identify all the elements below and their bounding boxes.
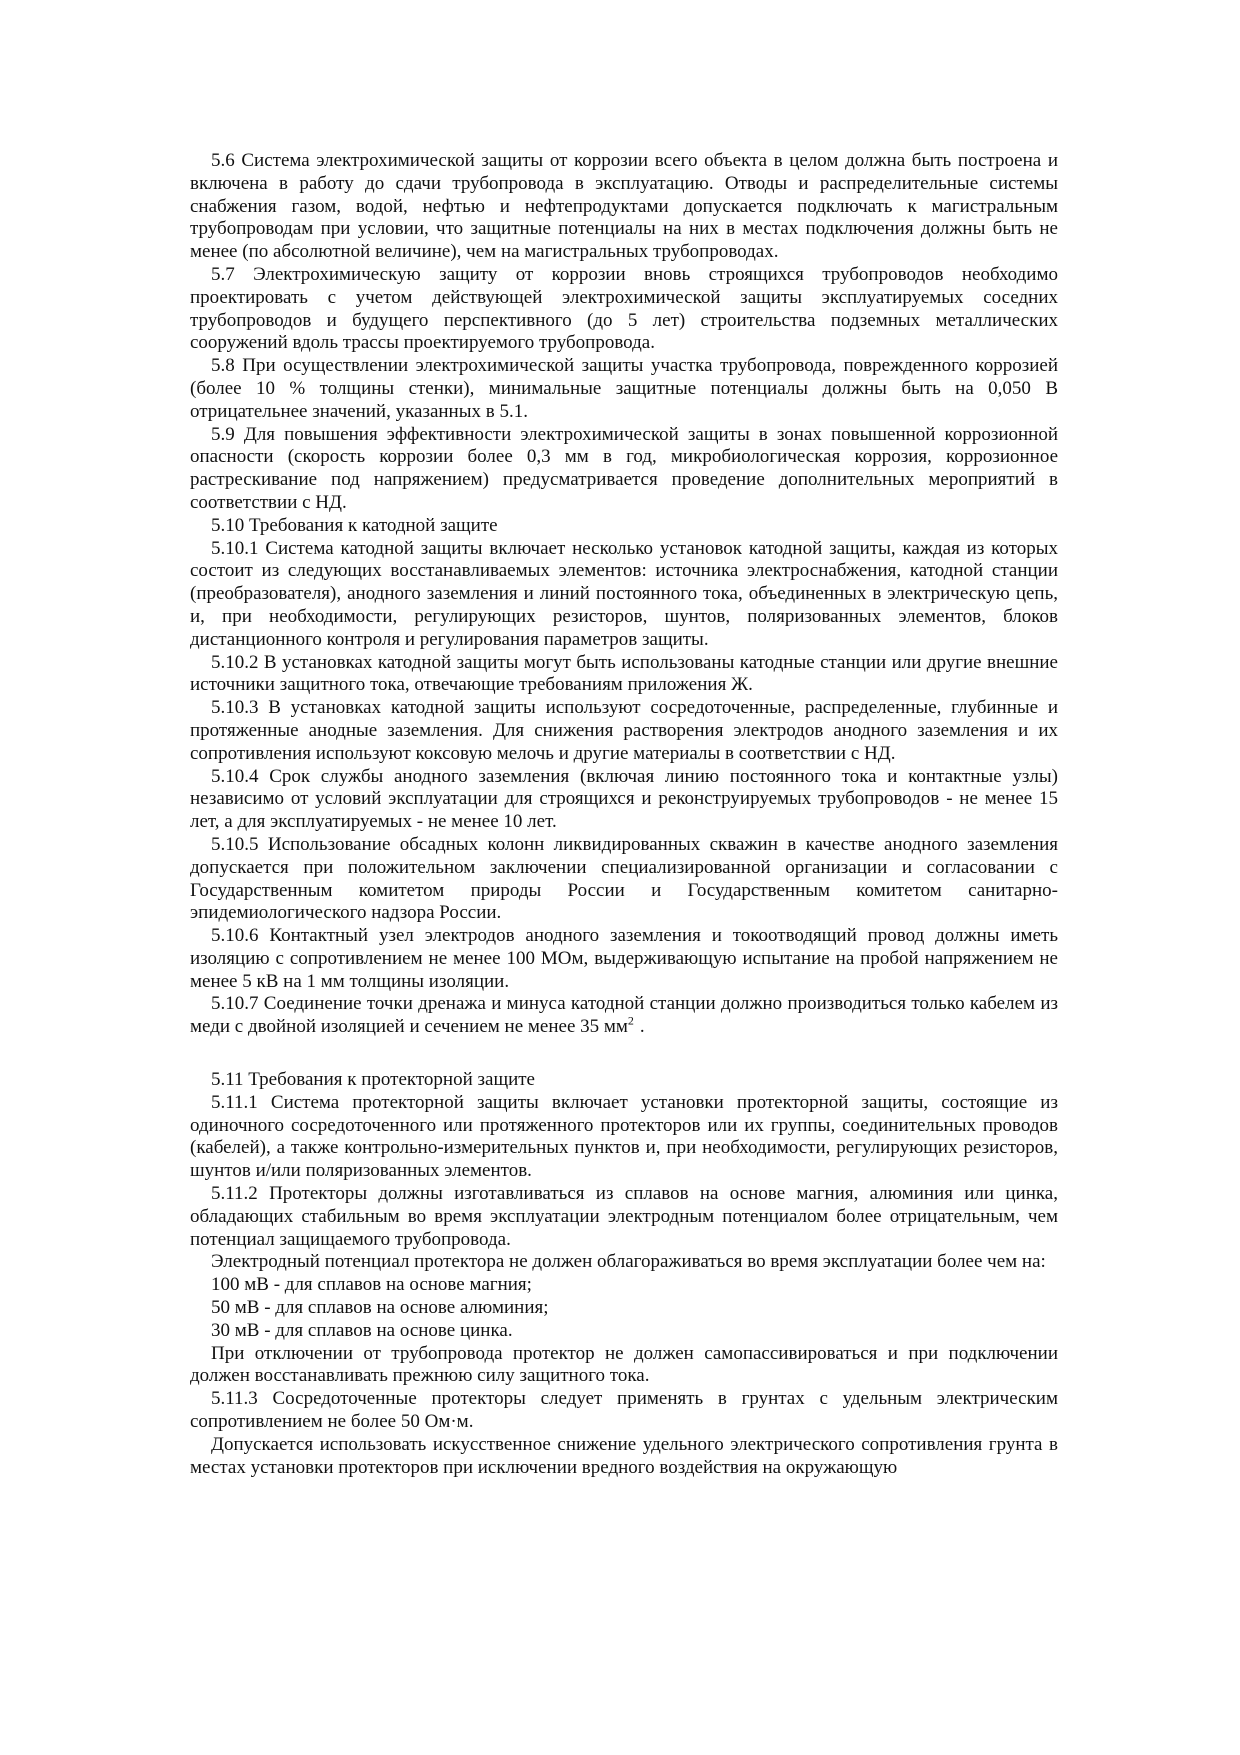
superscript-2: 2 xyxy=(627,1013,634,1028)
spacer xyxy=(190,1039,1058,1069)
paragraph-5-7: 5.7 Электрохимическую защиту от коррозии вновь строящихся трубопроводов необходимо проектировать с учетом действующей электрохимической защиты эксплуатируемых соседних трубопроводов и будущего перспективного (до 5 лет) строительства подземных металлических сооружений вдоль трассы проектируемого трубопровода. xyxy=(190,263,1058,354)
paragraph-5-8: 5.8 При осуществлении электрохимической защиты участка трубопровода, поврежденного коррозией (более 10 % толщины стенки), минимальные защитные потенциалы должны быть на 0,050 В отрицательнее значений, указанных в 5.1. xyxy=(190,355,1058,422)
paragraph-5-10-3: 5.10.3 В установках катодной защиты используют сосредоточенные, распределенные, глубинные и протяженные анодные заземления. Для снижения растворения электродов анодного заземления и их сопротивления используют коксовую мелочь и другие материалы в соответствии с НД. xyxy=(190,697,1058,764)
paragraph-5-10-1: 5.10.1 Система катодной защиты включает несколько установок катодной защиты, каждая из которых состоит из следующих восстанавливаемых элементов: источника электроснабжения, катодной станции (преобразователя), анодного заземления и линий постоянного тока, объединенных в электрическую цепь, и, при необходимости, регулирующих резисторов, шунтов, поляризованных элементов, блоков дистанционного контроля и регулирования параметров защиты. xyxy=(190,537,1058,650)
paragraph-soil-resistance: Допускается использовать искусственное снижение удельного электрического сопротивления грунта в местах установки протекторов при исключении вредного воздействия на окружающую xyxy=(190,1433,1058,1478)
paragraph-5-10-5: 5.10.5 Использование обсадных колонн ликвидированных скважин в качестве анодного заземления допускается при положительном заключении специализированной организации и согласовании с Государственным комитетом природы России и Государственным комитетом санитарно-эпидемиологического надзора России. xyxy=(190,833,1058,924)
list-item-magnesium: 100 мВ - для сплавов на основе магния; xyxy=(211,1274,532,1296)
paragraph-5-10-4: 5.10.4 Срок службы анодного заземления (включая линию постоянного тока и контактные узлы) независимо от условий эксплуатации для строящихся и реконструируемых трубопроводов - не менее 15 лет, а для эксплуатируемых - не менее 10 лет. xyxy=(190,765,1058,833)
paragraph-electrode-potential: Электродный потенциал протектора не должен облагораживаться во время эксплуатации более чем на: xyxy=(211,1251,1046,1273)
paragraph-5-9: 5.9 Для повышения эффективности электрохимической защиты в зонах повышенной коррозионной опасности (скорость коррозии более 0,3 мм в год, микробиологическая коррозия, коррозионное растрескивание под напряжением) предусматривается проведение дополнительных мероприятий в соответствии с НД. xyxy=(190,423,1058,513)
document-page xyxy=(190,150,1058,1479)
paragraph-5-10-6: 5.10.6 Контактный узел электродов анодного заземления и токоотводящий провод должны иметь изоляцию с сопротивлением не менее 100 МОм, выдерживающую испытание на пробой напряжением не менее 5 кВ на 1 мм толщины изоляции. xyxy=(190,925,1058,992)
paragraph-5-6: 5.6 Система электрохимической защиты от коррозии всего объекта в целом должна быть построена и включена в работу до сдачи трубопровода в эксплуатацию. Отводы и распределительные системы снабжения газом, водой, нефтью и нефтепродуктами допускается подключать к магистральным трубопроводам при условии, что защитные потенциалы на них в местах подключения должны быть не менее (по абсолютной величине), чем на магистральных трубопроводах. xyxy=(190,150,1058,263)
paragraph-5-10-7 xyxy=(190,993,1058,1039)
paragraph-5-10-2: 5.10.2 В установках катодной защиты могут быть использованы катодные станции или другие внешние источники защитного тока, отвечающие требованиям приложения Ж. xyxy=(190,651,1058,696)
heading-5-10: 5.10 Требования к катодной защите xyxy=(211,514,498,536)
paragraph-5-10-7-text: 5.10.7 Соединение точки дренажа и минуса катодной станции должно производиться только кабелем из меди с двойной изоляцией и сечением не менее 35 мм xyxy=(190,993,1058,1038)
paragraph-5-11-3: 5.11.3 Сосредоточенные протекторы следует применять в грунтах с удельным электрическим сопротивлением не более 50 Ом·м. xyxy=(190,1388,1058,1433)
paragraph-5-11-1: 5.11.1 Система протекторной защиты включает установки протекторной защиты, состоящие из одиночного сосредоточенного или протяженного протекторов или их группы, соединительных проводов (кабелей), а также контрольно-измерительных пунктов и, при необходимости, регулирующих резисторов, шунтов и/или поляризованных элементов. xyxy=(190,1091,1058,1182)
paragraph-disconnection: При отключении от трубопровода протектор не должен самопассивироваться и при подключении должен восстанавливать прежнюю силу защитного тока. xyxy=(190,1342,1058,1387)
paragraph-5-11-2: 5.11.2 Протекторы должны изготавливаться из сплавов на основе магния, алюминия или цинка, обладающих стабильным во время эксплуатации электродным потенциалом более отрицательным, чем потенциал защищаемого трубопровода. xyxy=(190,1183,1058,1250)
heading-5-11: 5.11 Требования к протекторной защите xyxy=(211,1069,535,1091)
list-item-aluminium: 50 мВ - для сплавов на основе алюминия; xyxy=(211,1297,549,1319)
list-item-zinc: 30 мВ - для сплавов на основе цинка. xyxy=(211,1319,513,1341)
paragraph-5-10-7-tail: . xyxy=(639,1016,645,1038)
